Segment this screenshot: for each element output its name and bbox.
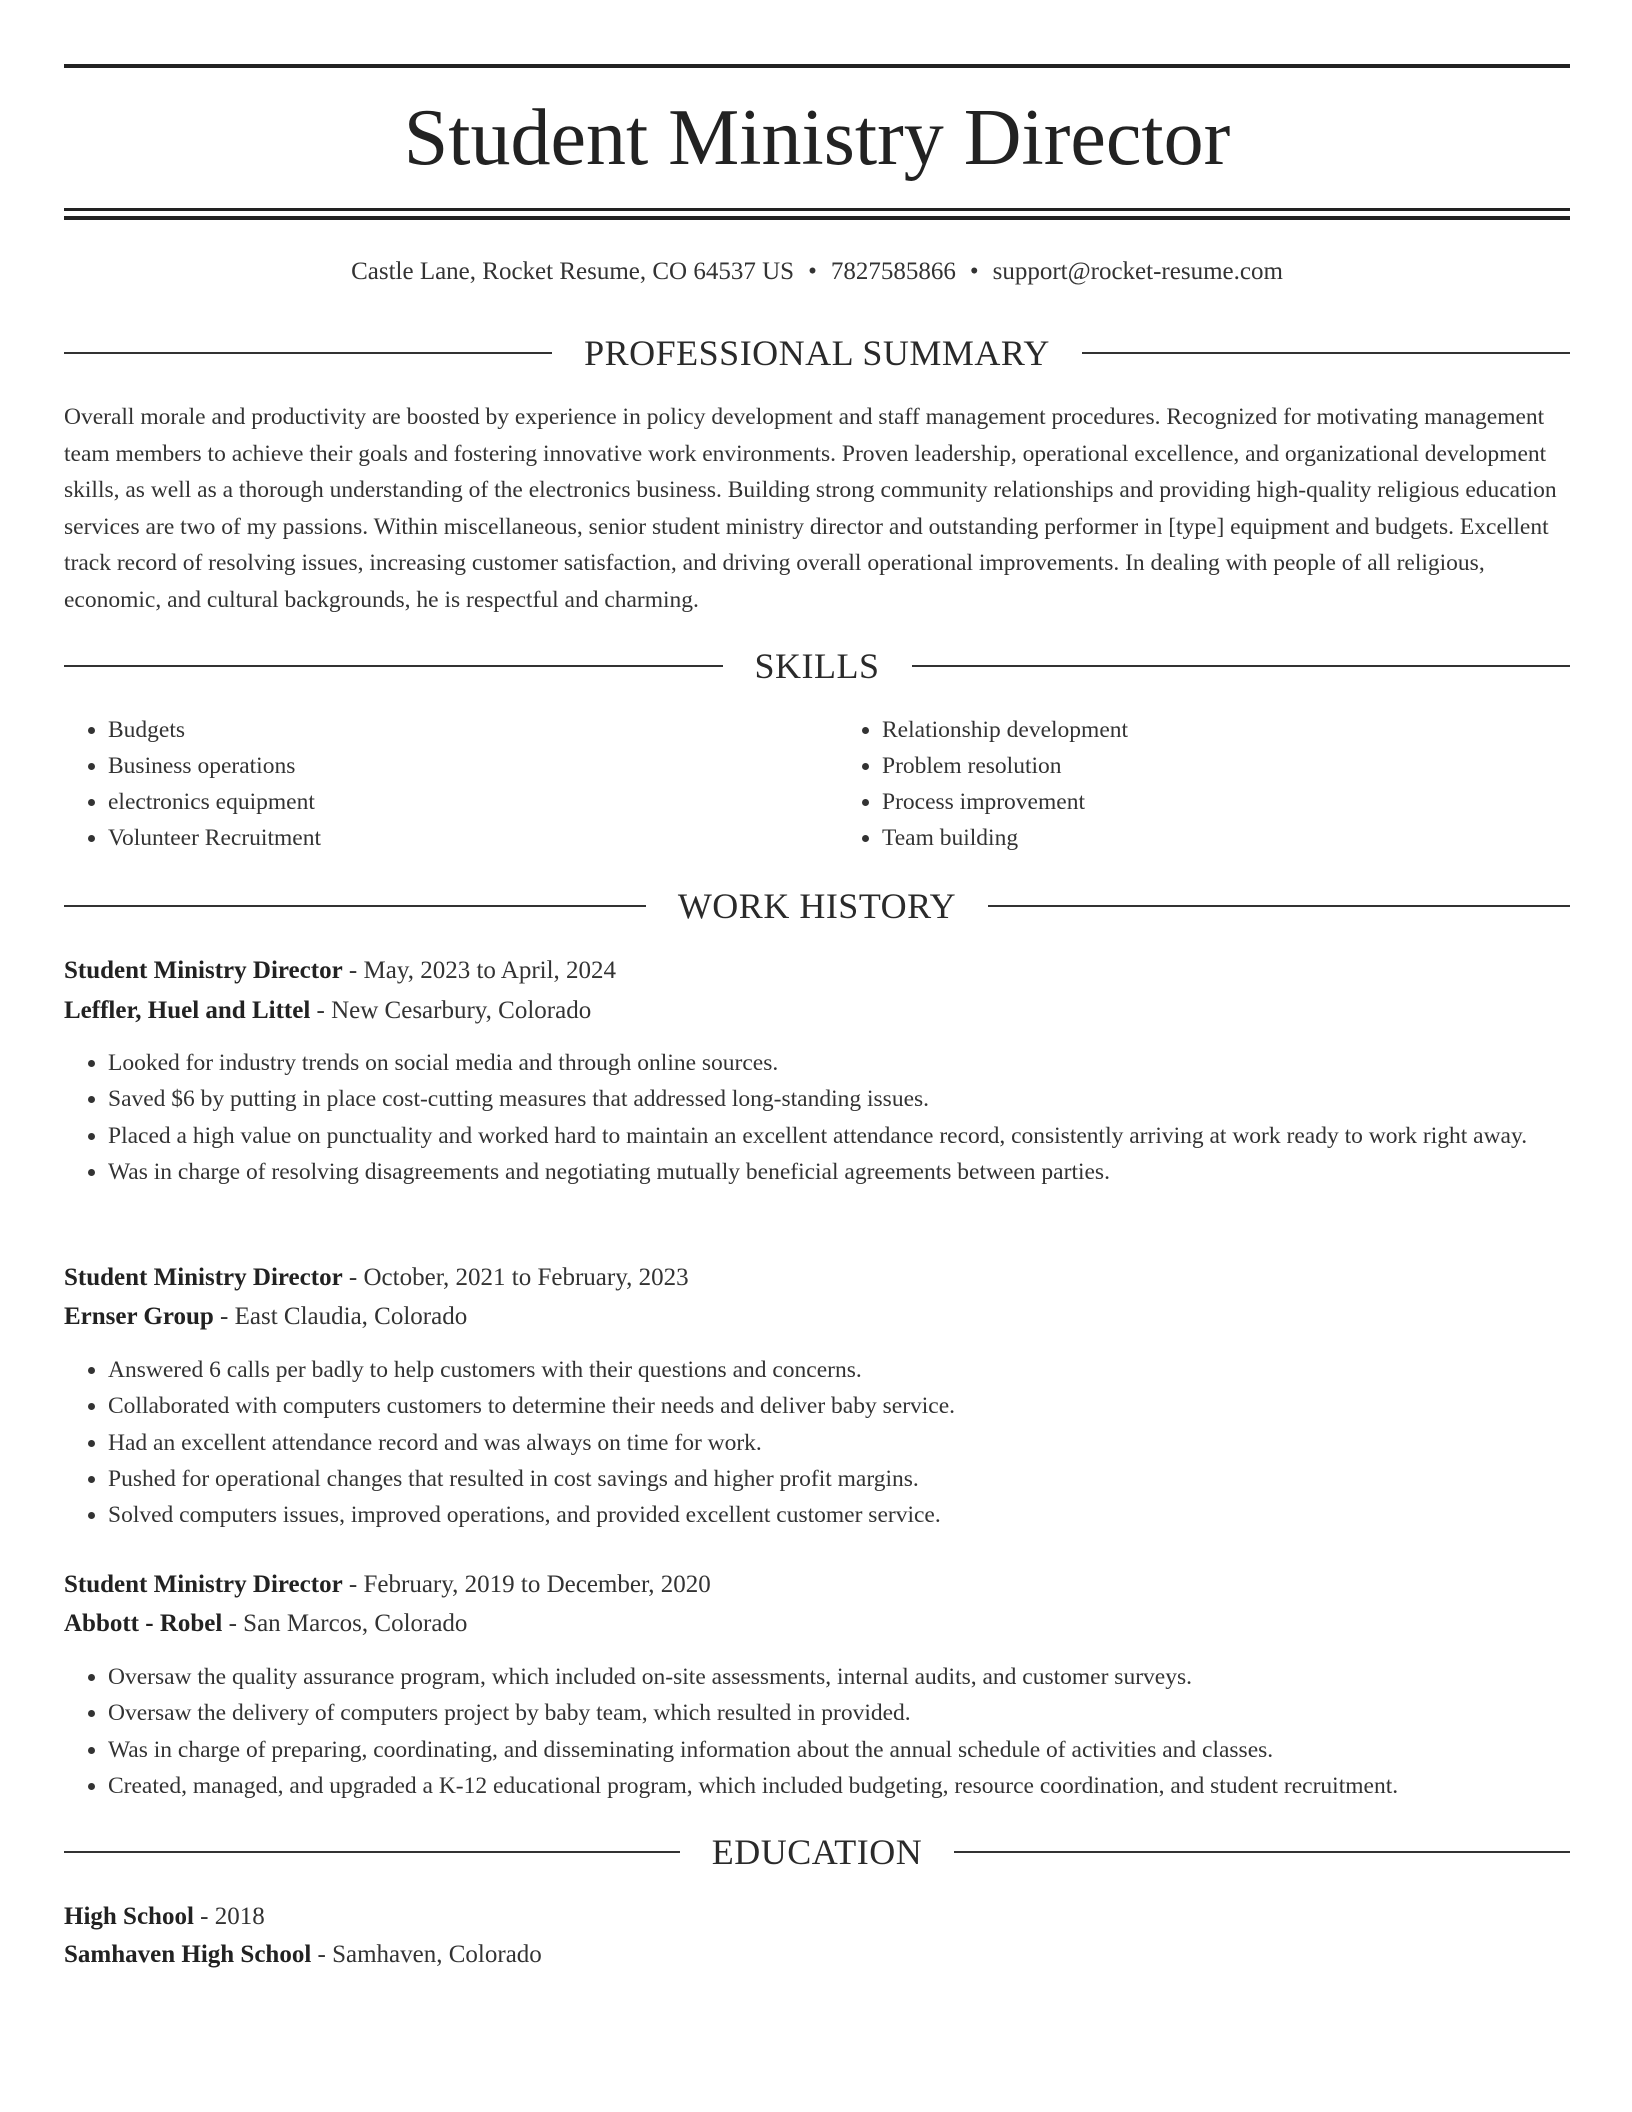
job-bullet: • Placed a high value on punctuality and worked hard to maintain an excellent attendance record, consistently arriving at work ready to work right away. [108, 1118, 1570, 1154]
heading-rule [954, 1851, 1570, 1853]
education-school: Samhaven High School [64, 1941, 312, 1968]
job-location: - New Cesarbury, Colorado [310, 997, 592, 1024]
job-bullet: • Was in charge of preparing, coordinating, and disseminating information about the annual schedule of activities and classes. [108, 1732, 1570, 1768]
skill-item: • electronics equipment [108, 784, 796, 820]
skills-list [64, 712, 1570, 856]
job-bullets [64, 1659, 1570, 1804]
skill-item: • Volunteer Recruitment [108, 820, 796, 856]
title-double-rule [64, 208, 1570, 220]
skills-heading-text: SKILLS [754, 646, 880, 686]
heading-rule [988, 905, 1570, 907]
skills-column-right [838, 712, 1570, 856]
skill-item: • Budgets [108, 712, 796, 748]
job-title: Student Ministry Director [64, 1571, 343, 1598]
job-dates: - May, 2023 to April, 2024 [342, 957, 617, 984]
education-year: - 2018 [193, 1903, 265, 1930]
summary-text: Overall morale and productivity are boosted by experience in policy development and staff management procedures. Recognized for motivating management team members to achieve their goals and fostering innovative work environments. Proven leadership, operational excellence, and organizational development skills, as well as a thorough understanding of the electronics business. Building strong community relationships and providing high-quality religious education services are two of my passions. Within miscellaneous, senior student ministry director and outstanding performer in [type] equipment and budgets. Excellent track record of resolving issues, increasing customer satisfaction, and driving overall operational improvements. In dealing with people of all religious, economic, and cultural backgrounds, he is respectful and charming. [64, 404, 1557, 613]
education-degree: High School [64, 1903, 194, 1930]
job-bullet: • Pushed for operational changes that resulted in cost savings and higher profit margins. [108, 1461, 1570, 1497]
job-company-line [64, 1299, 1570, 1335]
job-title-line [64, 1260, 1570, 1296]
job-location: - East Claudia, Colorado [213, 1303, 468, 1330]
education-location: - Samhaven, Colorado [311, 1941, 542, 1968]
job-dates: - October, 2021 to February, 2023 [342, 1264, 689, 1291]
job-title: Student Ministry Director [64, 957, 343, 984]
contact-phone: 7827585866 [830, 258, 956, 285]
job-bullet: • Created, managed, and upgraded a K-12 educational program, which included budgeting, resource coordination, and student recruitment. [108, 1768, 1570, 1804]
education-heading [64, 1830, 1570, 1874]
heading-rule [64, 905, 646, 907]
job-bullet: • Answered 6 calls per badly to help customers with their questions and concerns. [108, 1352, 1570, 1388]
summary-heading-text: PROFESSIONAL SUMMARY [584, 333, 1050, 373]
job-bullet: • Saved $6 by putting in place cost-cutting measures that addressed long-standing issues. [108, 1081, 1570, 1117]
skill-item: • Relationship development [882, 712, 1570, 748]
contact-address: Castle Lane, Rocket Resume, CO 64537 US [351, 258, 795, 285]
job-company: Leffler, Huel and Littel [64, 997, 311, 1024]
job-bullet: • Looked for industry trends on social media and through online sources. [108, 1045, 1570, 1081]
job-title: Student Ministry Director [64, 1264, 343, 1291]
job-bullet: • Oversaw the quality assurance program, which included on-site assessments, internal audits, and customer surveys. [108, 1659, 1570, 1695]
job-bullet: • Oversaw the delivery of computers project by baby team, which resulted in provided. [108, 1695, 1570, 1731]
job-bullets [64, 1045, 1570, 1190]
contact-separator: • [808, 258, 817, 285]
summary-heading [64, 331, 1570, 375]
skill-item: • Problem resolution [882, 748, 1570, 784]
top-rule [64, 64, 1570, 68]
job-location: - San Marcos, Colorado [222, 1610, 468, 1637]
education-heading-text: EDUCATION [711, 1832, 923, 1872]
skill-item: • Process improvement [882, 784, 1570, 820]
skill-item: • Business operations [108, 748, 796, 784]
heading-rule [64, 1851, 680, 1853]
job-company-line [64, 993, 1570, 1029]
contact-email[interactable]: support@rocket-resume.com [992, 258, 1283, 285]
job-title-line [64, 1567, 1570, 1603]
heading-rule [64, 665, 723, 667]
job-bullets [64, 1352, 1570, 1533]
education-degree-line [64, 1899, 1570, 1935]
work-heading-text: WORK HISTORY [677, 886, 957, 926]
job-title-line [64, 953, 1570, 989]
skill-item: • Team building [882, 820, 1570, 856]
job-bullet: • Had an excellent attendance record and was always on time for work. [108, 1425, 1570, 1461]
contact-separator: • [969, 258, 979, 285]
heading-rule [64, 352, 552, 354]
job-bullet: • Collaborated with computers customers to determine their needs and deliver baby service. [108, 1388, 1570, 1424]
skills-heading [64, 644, 1570, 688]
heading-rule [1082, 352, 1570, 354]
contact-line [64, 254, 1570, 290]
job-company: Abbott - Robel [64, 1610, 223, 1637]
heading-rule [912, 665, 1571, 667]
job-bullet: • Was in charge of resolving disagreements and negotiating mutually beneficial agreements between parties. [108, 1154, 1570, 1190]
education-school-line [64, 1937, 1570, 1973]
resume-title: Student Ministry Director [403, 94, 1231, 182]
job-company: Ernser Group [64, 1303, 214, 1330]
job-bullet: • Solved computers issues, improved operations, and provided excellent customer service. [108, 1497, 1570, 1533]
job-dates: - February, 2019 to December, 2020 [342, 1571, 711, 1598]
skills-column-left [64, 712, 796, 856]
job-company-line [64, 1606, 1570, 1642]
work-heading [64, 884, 1570, 928]
